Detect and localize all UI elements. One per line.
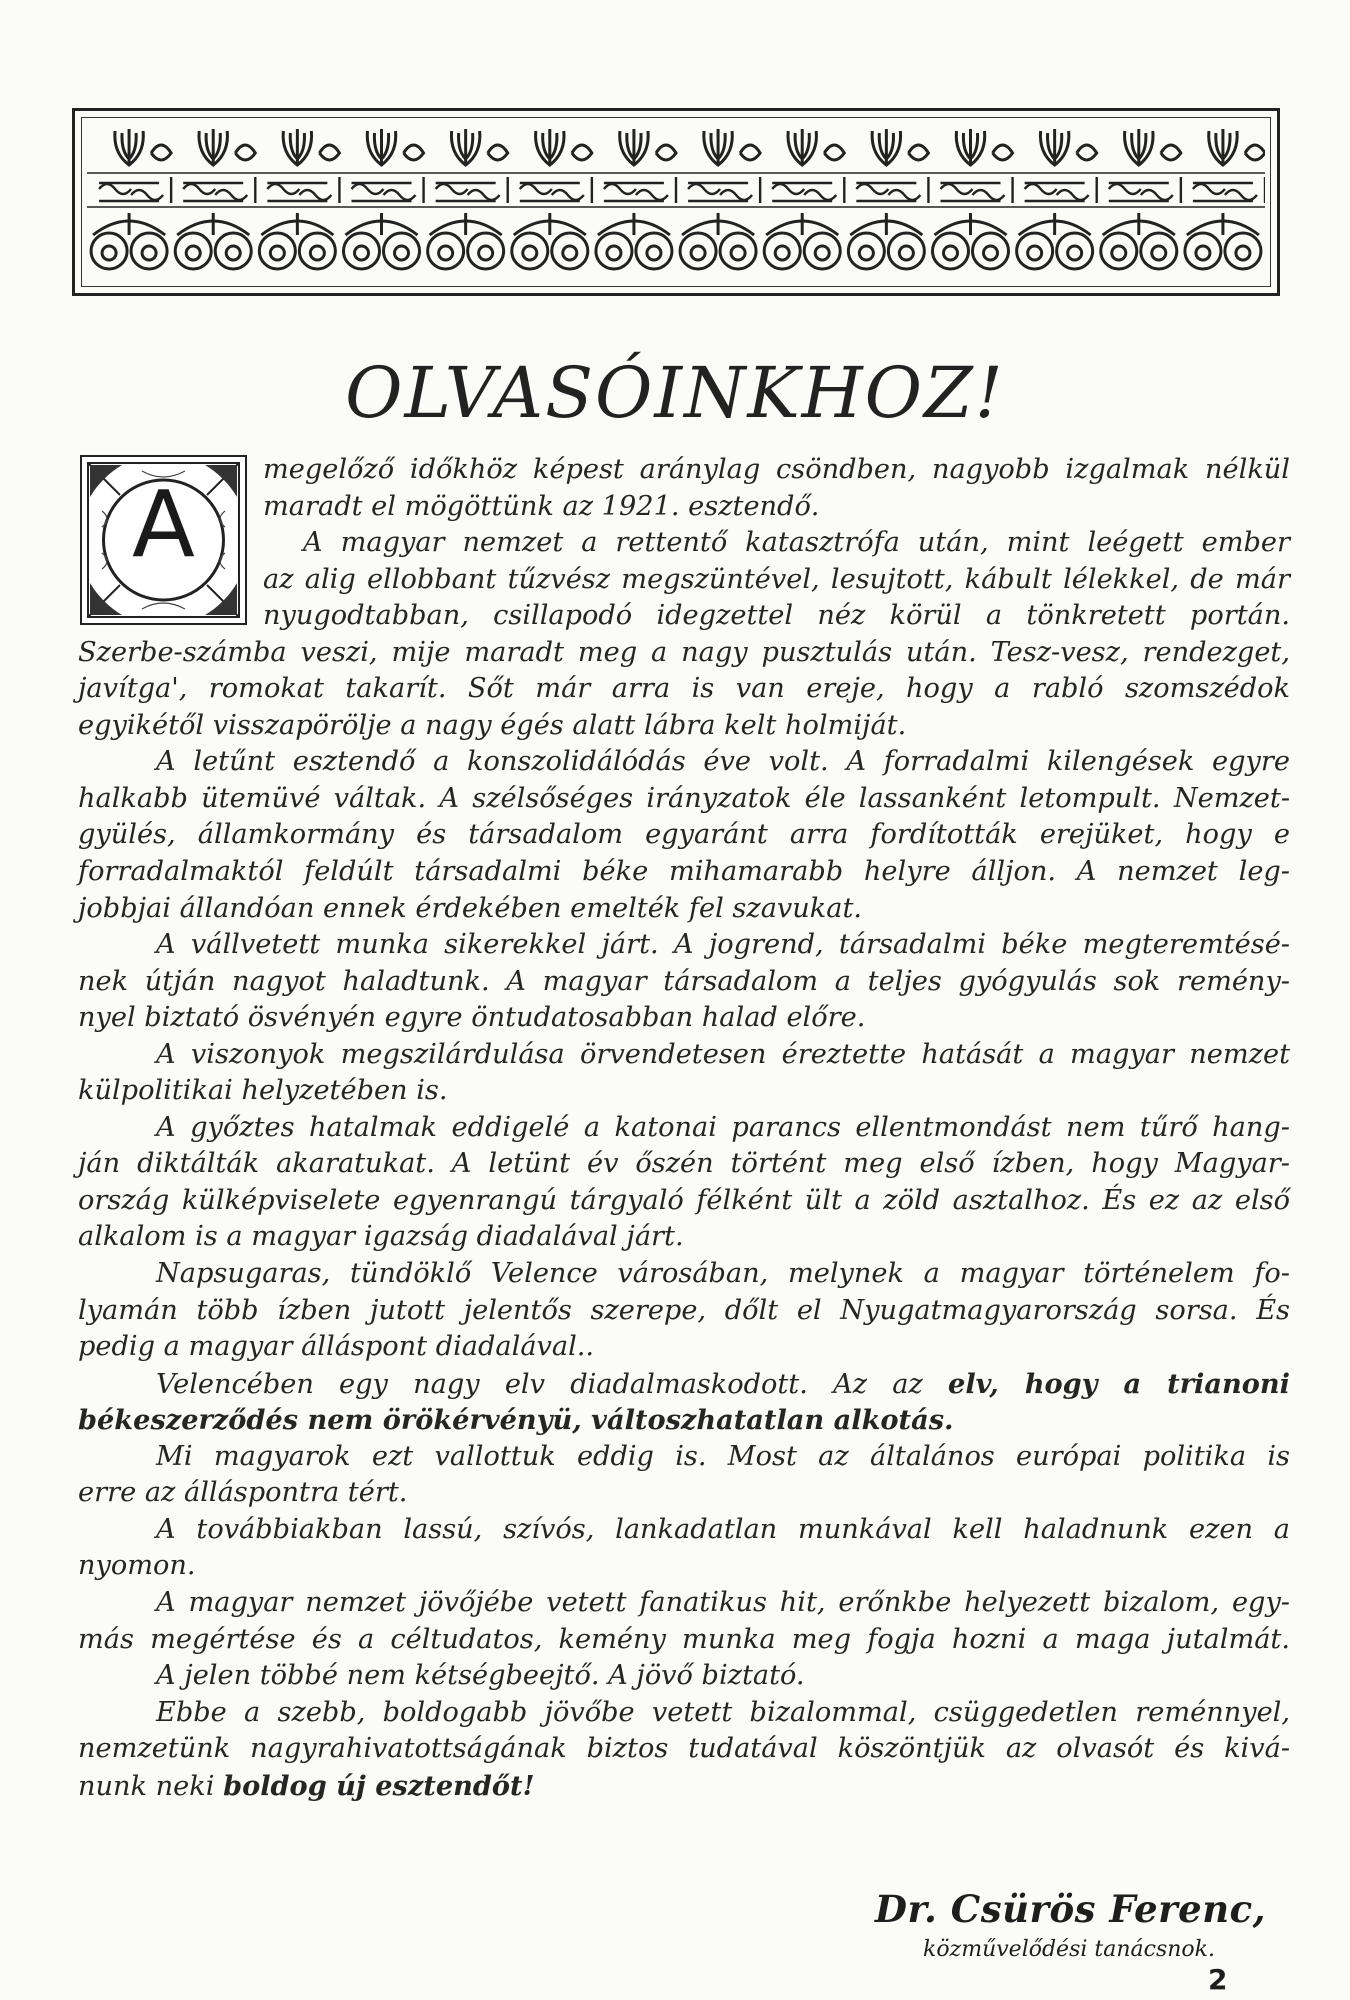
text-line: Napsugaras, tündöklő Velence városában, melynek a magyar történelem fo- bbox=[156, 1258, 1290, 1290]
text-line: nyomon. bbox=[78, 1550, 196, 1582]
text-line: alkalom is a magyar igazság diadalával járt. bbox=[78, 1221, 684, 1253]
text-line: lyamán több ízben jutott jelentős szerepe, dőlt el Nyugatmagyarország sorsa. És bbox=[78, 1294, 1290, 1326]
text-line: A magyar nemzet a rettentő katasztrófa után, mint leégett ember bbox=[303, 527, 1290, 559]
text-segment: nunk neki bbox=[78, 1770, 215, 1802]
article-body bbox=[78, 452, 1290, 1804]
text-line: A győztes hatalmak eddigelé a katonai parancs ellentmondást nem tűrő hang- bbox=[156, 1111, 1290, 1143]
text-line: nyugodtabban, csillapodó idegzettel néz körül a tönkretett portán. bbox=[263, 600, 1290, 632]
text-line: pedig a magyar álláspont diadalával.. bbox=[78, 1331, 595, 1363]
text-line bbox=[78, 1768, 1290, 1805]
text-line: halkabb ütemüvé váltak. A szélsőséges irányzatok éle lassanként letompult. Nemzet- bbox=[78, 782, 1290, 814]
text-line: javítga', romokat takarít. Sőt már arra is van ereje, hogy a rabló szomszédok bbox=[78, 673, 1290, 705]
text-line bbox=[78, 1366, 1290, 1403]
text-line: A jelen többé nem kétségbeejtő. A jövő biztató. bbox=[156, 1660, 805, 1692]
emphasis-text: boldog új esztendőt! bbox=[223, 1769, 535, 1802]
text-line: jobbjai állandóan ennek érdekében emelték fel szavukat. bbox=[78, 892, 863, 924]
text-line: nyel biztató ösvényén egyre öntudatosabban halad előre. bbox=[78, 1002, 866, 1034]
text-line: A viszonyok megszilárdulása örvendetesen éreztette hatását a magyar nemzet bbox=[156, 1038, 1290, 1070]
text-line: egyikétől visszapörölje a nagy égés alatt lábra kelt holmiját. bbox=[78, 709, 907, 741]
signature-name: Dr. Csürös Ferenc, bbox=[874, 1887, 1266, 1931]
ornamental-header-band bbox=[72, 108, 1280, 296]
text-line: ország külképviselete egyenrangú tárgyaló félként ült a zöld asztalhoz. És ez az első bbox=[78, 1184, 1290, 1216]
text-line bbox=[78, 1402, 1290, 1439]
text-line: Mi magyarok ezt vallottuk eddig is. Most az általános európai politika is bbox=[156, 1440, 1290, 1472]
page-title: OLVASÓINKHOZ! bbox=[345, 352, 1005, 434]
signature-title: közművelődési tanácsnok. bbox=[923, 1937, 1215, 1962]
text-line: nek útján nagyot haladtunk. A magyar társadalom a teljes gyógyulás sok remény- bbox=[78, 965, 1290, 997]
text-line: A magyar nemzet jövőjébe vetett fanatikus hit, erőnkbe helyezett bizalom, egy- bbox=[156, 1586, 1290, 1618]
page-number: 2 bbox=[1208, 1963, 1228, 1996]
text-line: forradalmaktól feldúlt társadalmi béke mihamarabb helyre álljon. A nemzet leg- bbox=[78, 856, 1290, 888]
text-line: megelőző időkhöz képest aránylag csöndben, nagyobb izgalmak nélkül bbox=[263, 454, 1290, 485]
drop-cap-letter: A bbox=[132, 471, 195, 578]
text-line: A továbbiakban lassú, szívós, lankadatlan munkával kell haladnunk ezen a bbox=[156, 1513, 1290, 1545]
emphasis-text: békeszerződés nem örökérvényü, váltoszhatatlan alkotás. bbox=[78, 1404, 954, 1437]
text-line: más megértése és a céltudatos, kemény munka meg fogja hozni a maga jutalmát. bbox=[78, 1623, 1290, 1655]
text-line: maradt el mögöttünk az 1921. esztendő. bbox=[263, 490, 820, 522]
text-line: A vállvetett munka sikerekkel járt. A jogrend, társadalmi béke megteremtésé- bbox=[156, 929, 1290, 961]
text-segment: Velencében egy nagy elv diadalmaskodott. Az az bbox=[156, 1368, 923, 1400]
text-line: külpolitikai helyzetében is. bbox=[78, 1075, 448, 1107]
tulip-ornament bbox=[87, 123, 1265, 281]
emphasis-text: elv, hogy a trianoni bbox=[948, 1367, 1290, 1400]
text-line: A letűnt esztendő a konszolidálódás éve volt. A forradalmi kilengések egyre bbox=[156, 746, 1290, 778]
text-line: ján diktálták akaratukat. A letünt év őszén történt meg első ízben, hogy Magyar- bbox=[78, 1148, 1290, 1180]
text-line: Ebbe a szebb, boldogabb jövőbe vetett bizalommal, csüggedetlen reménnyel, bbox=[156, 1696, 1290, 1728]
text-line: gyülés, államkormány és társadalom egyaránt arra fordították erejüket, hogy e bbox=[78, 819, 1290, 851]
text-line: Szerbe-számba veszi, mije maradt meg a nagy pusztulás után. Tesz-vesz, rendezget, bbox=[78, 636, 1290, 668]
text-line: nemzetünk nagyrahivatottságának biztos tudatával köszöntjük az olvasót és kivá- bbox=[78, 1733, 1290, 1765]
text-line: erre az álláspontra tért. bbox=[78, 1477, 408, 1509]
text-line: az alig ellobbant tűzvész megszüntével, lesujtott, kábult lélekkel, de már bbox=[263, 563, 1290, 595]
